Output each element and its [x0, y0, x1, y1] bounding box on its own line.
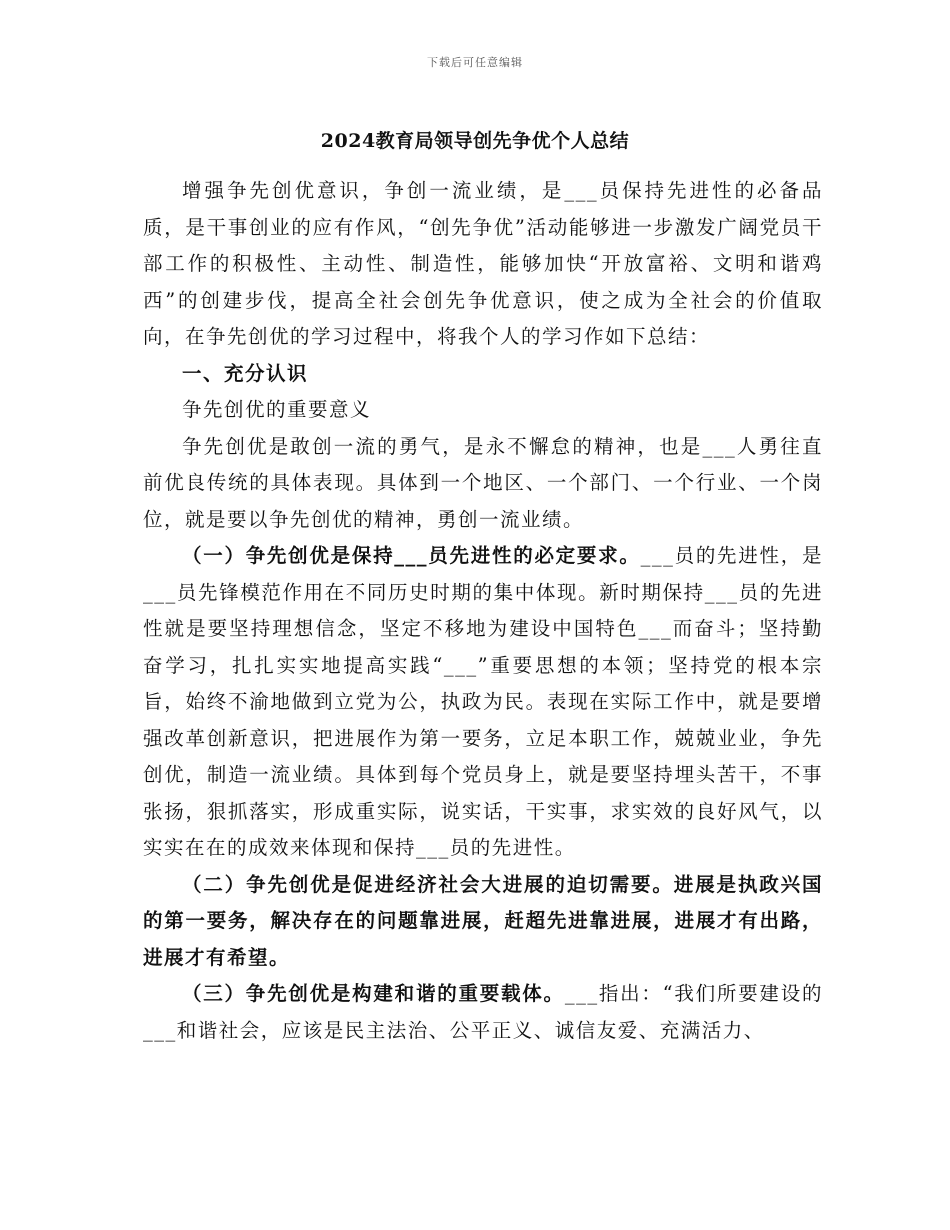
header-note: 下载后可任意编辑 — [427, 56, 523, 69]
point-2-paragraph: （二）争先创优是促进经济社会大进展的迫切需要。进展是执政兴国的第一要务，解决存在的问题靠进展，赶超先进靠进展，进展才有出路，进展才有希望。 — [143, 872, 823, 969]
point-3-paragraph — [143, 976, 823, 1049]
document-body — [143, 173, 823, 1049]
section-1-subheading: 争先创优的重要意义 — [182, 398, 372, 421]
point-1-body: ___员的先进性，是___员先锋模范作用在不同历史时期的集中体现。新时期保持___员的先进性就是要坚持理想信念，坚定不移地为建设中国特色___而奋斗；坚持勤奋学习，扎扎实实地提高实践“___”重要思想的本领；坚持党的根本宗旨，始终不渝地做到立党为公，执政为民。表现在实际工作中，就是要增强改革创新意识，把进展作为第一要务，立足本职工作，兢兢业业，争先创优，制造一流业绩。具体到每个党员身上，就是要坚持埋头苦干，不事张扬，狠抓落实，形成重实际，说实话，干实事，求实效的良好风气，以实实在在的成效来体现和保持___员的先进性。 — [143, 544, 823, 859]
section-1-paragraph: 争先创优是敢创一流的勇气，是永不懈怠的精神，也是___人勇往直前优良传统的具体表现。具体到一个地区、一个部门、一个行业、一个岗位，就是要以争先创优的精神，勇创一流业绩。 — [143, 434, 823, 531]
intro-paragraph: 增强争先创优意识，争创一流业绩，是___员保持先进性的必备品质，是干事创业的应有作风，“创先争优”活动能够进一步激发广阔党员干部工作的积极性、主动性、制造性，能够加快“开放富裕、文明和谐鸡西”的创建步伐，提高全社会创先争优意识，使之成为全社会的价值取向，在争先创优的学习过程中，将我个人的学习作如下总结： — [143, 179, 823, 348]
section-1-heading: 一、充分认识 — [182, 361, 309, 385]
point-3-lead: （三）争先创优是构建和谐的重要载体。 — [182, 982, 565, 1005]
point-3-body: ___指出：“我们所要建设的___和谐社会，应该是民主法治、公平正义、诚信友爱、充满活力、 — [143, 982, 823, 1042]
point-1-lead: （一）争先创优是保持___员先进性的必定要求。 — [182, 544, 641, 567]
document-title: 2024教育局领导创先争优个人总结 — [320, 130, 630, 152]
point-1-paragraph — [143, 538, 823, 867]
